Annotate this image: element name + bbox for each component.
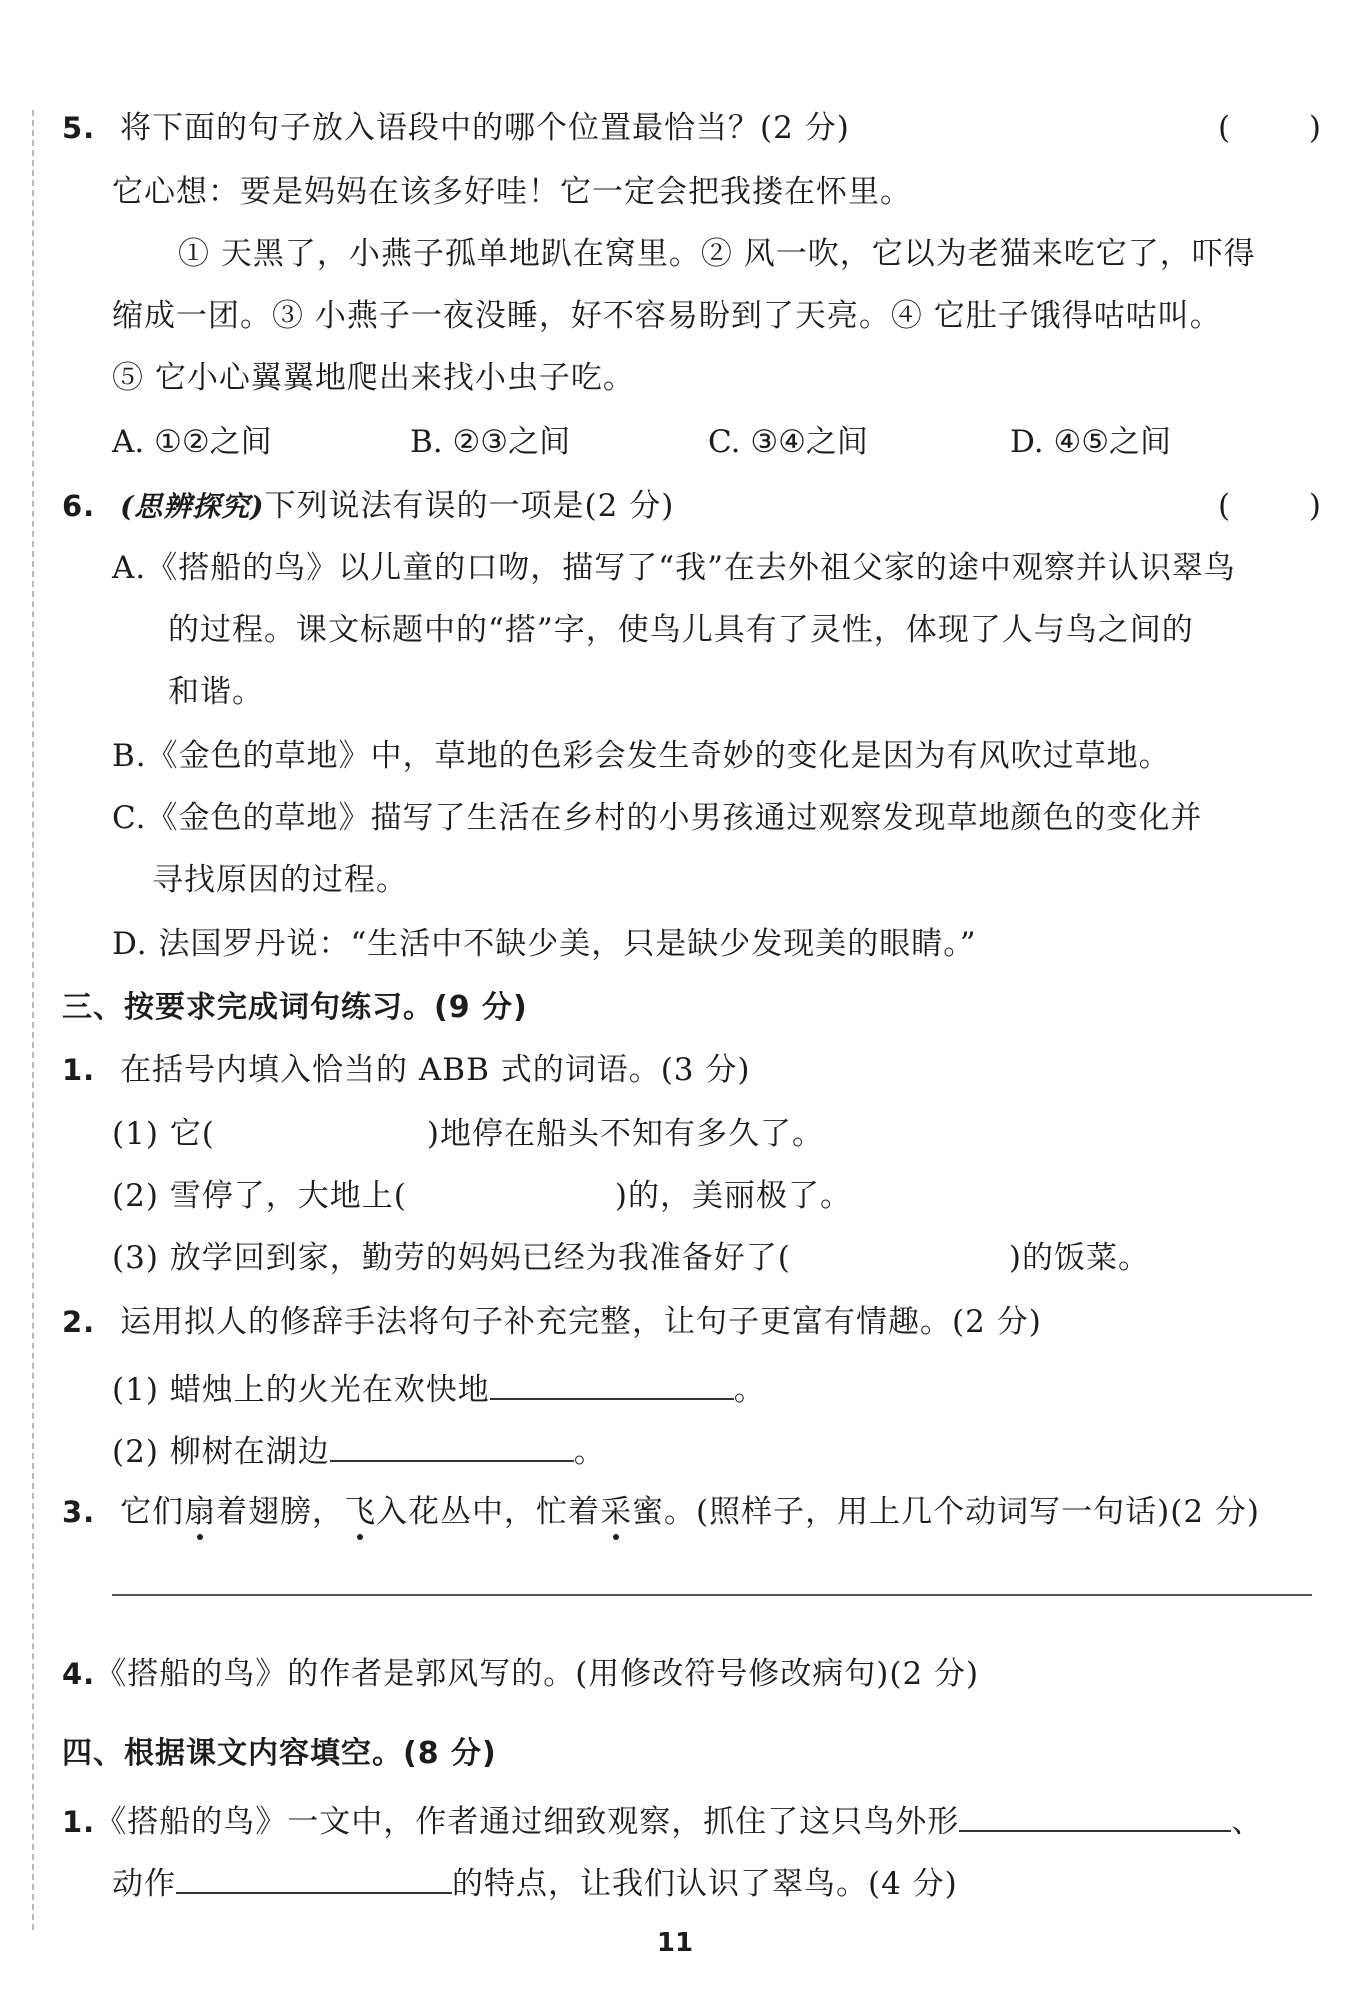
s3-q4-text: 《搭船的鸟》的作者是郭风写的。(用修改符号修改病句)(2 分) <box>95 1656 980 1692</box>
q6-option-d[interactable]: D. 法国罗丹说：“生活中不缺少美，只是缺少发现美的眼睛。” <box>112 926 977 962</box>
s4-q1-appearance-blank[interactable] <box>959 1798 1231 1832</box>
s3-q2-text: 运用拟人的修辞手法将句子补充完整，让句子更富有情趣。(2 分) <box>120 1304 1042 1340</box>
q6-answer-paren[interactable]: ( ) <box>1218 488 1322 524</box>
q5-number: 5. <box>62 111 96 145</box>
s4-q1-line2-start: 动作 <box>112 1866 176 1902</box>
s3-q3-number: 3. <box>62 1495 96 1529</box>
q6-question-text: 下列说法有误的一项是(2 分) <box>264 488 675 524</box>
s3-q3-dotted-verb2: 飞 <box>344 1494 377 1530</box>
s3-q2-item2-text: (2) 柳树在湖边 <box>112 1434 330 1470</box>
q5-passage-line1: ① 天黑了，小燕子孤单地趴在窝里。② 风一吹，它以为老猫来吃它了，吓得 <box>178 236 1256 272</box>
s3-q1-question <box>62 1050 750 1090</box>
s3-q4-number: 4. <box>62 1657 96 1691</box>
q5-option-b[interactable]: B. ②③之间 <box>410 424 571 460</box>
q5-option-c[interactable]: C. ③④之间 <box>708 424 868 460</box>
s3-q2-item2 <box>112 1428 606 1472</box>
s3-q2-item1-end: 。 <box>733 1372 766 1408</box>
s3-q3-dotted-verb1: 扇 <box>184 1494 217 1530</box>
s3-q1-item2-end: )的，美丽极了。 <box>614 1178 852 1214</box>
margin-dashed-rule <box>32 110 34 1930</box>
s3-q1-item3 <box>112 1238 1150 1278</box>
q6-tag: (思辨探究) <box>120 490 265 523</box>
q5-question-text: 将下面的句子放入语段中的哪个位置最恰当？(2 分) <box>120 110 850 146</box>
s4-q1-number: 1. <box>62 1805 96 1839</box>
s3-q2-item2-end: 。 <box>573 1434 606 1470</box>
q6-option-b[interactable]: B.《金色的草地》中，草地的色彩会发生奇妙的变化是因为有风吹过草地。 <box>112 738 1171 774</box>
s3-q1-item1 <box>112 1114 824 1154</box>
q5-option-a[interactable]: A. ①②之间 <box>112 424 272 460</box>
section4-heading: 四、根据课文内容填空。(8 分) <box>62 1736 497 1771</box>
s3-q4-question <box>62 1654 979 1694</box>
q6-option-c-line1[interactable]: C.《金色的草地》描写了生活在乡村的小男孩通过观察发现草地颜色的变化并 <box>112 800 1203 836</box>
s4-q1-line2 <box>112 1860 958 1904</box>
s3-q3-part1: 它们 <box>120 1494 185 1530</box>
page-number: 11 <box>656 1928 694 1958</box>
q5-passage-line2: 缩成一团。③ 小燕子一夜没睡，好不容易盼到了天亮。④ 它肚子饿得咕咕叫。 <box>112 298 1222 334</box>
q6-option-c-line2: 寻找原因的过程。 <box>152 862 408 898</box>
s4-q1-line2-end: 的特点，让我们认识了翠鸟。(4 分) <box>452 1866 958 1902</box>
s3-q1-item3-end: )的饭菜。 <box>1008 1240 1150 1276</box>
s3-q1-item1-start: (1) 它( <box>112 1116 215 1152</box>
s3-q2-item1-blank[interactable] <box>490 1366 734 1400</box>
s3-q3-answer-line[interactable] <box>112 1594 1312 1596</box>
q5-answer-paren[interactable]: ( ) <box>1218 110 1322 146</box>
q6-option-a-line2: 的过程。课文标题中的“搭”字，使鸟儿具有了灵性，体现了人与鸟之间的 <box>168 612 1194 648</box>
q5-question <box>62 108 850 148</box>
s3-q1-item1-end: )地停在船头不知有多久了。 <box>426 1116 824 1152</box>
q6-option-a-line1[interactable]: A.《搭船的鸟》以儿童的口吻，描写了“我”在去外祖父家的途中观察并认识翠鸟 <box>112 550 1236 586</box>
s4-q1-action-blank[interactable] <box>176 1860 452 1894</box>
s3-q2-item1-text: (1) 蜡烛上的火光在欢快地 <box>112 1372 490 1408</box>
s3-q1-item2-start: (2) 雪停了，大地上( <box>112 1178 407 1214</box>
s3-q3-dotted-verb3: 采 <box>600 1494 633 1530</box>
section3-heading: 三、按要求完成词句练习。(9 分) <box>62 990 528 1025</box>
s4-q1-line1-text: 《搭船的鸟》一文中，作者通过细致观察，抓住了这只鸟外形 <box>95 1804 960 1840</box>
s3-q2-item1 <box>112 1366 766 1410</box>
s4-q1-line1 <box>62 1798 1263 1842</box>
s3-q1-text: 在括号内填入恰当的 ABB 式的词语。(3 分) <box>120 1052 751 1088</box>
s3-q3-question <box>62 1492 1260 1532</box>
s3-q3-part4: 蜜。(照样子，用上几个动词写一句话)(2 分) <box>632 1494 1261 1530</box>
q6-number: 6. <box>62 489 96 523</box>
s3-q2-number: 2. <box>62 1305 96 1339</box>
s3-q1-item3-start: (3) 放学回到家，勤劳的妈妈已经为我准备好了( <box>112 1240 791 1276</box>
q5-option-d[interactable]: D. ④⑤之间 <box>1010 424 1172 460</box>
s3-q1-number: 1. <box>62 1053 96 1087</box>
q5-sentence: 它心想：要是妈妈在该多好哇！它一定会把我搂在怀里。 <box>112 174 912 210</box>
q5-passage-line3: ⑤ 它小心翼翼地爬出来找小虫子吃。 <box>112 360 635 396</box>
q6-question <box>62 486 674 527</box>
s4-q1-line1-end: 、 <box>1231 1804 1264 1840</box>
s3-q2-question <box>62 1302 1042 1342</box>
q6-option-a-line3: 和谐。 <box>168 674 264 710</box>
s3-q3-part2: 着翅膀， <box>216 1494 345 1530</box>
s3-q2-item2-blank[interactable] <box>330 1428 574 1462</box>
s3-q3-part3: 入花丛中，忙着 <box>376 1494 601 1530</box>
s3-q1-item2 <box>112 1176 852 1216</box>
